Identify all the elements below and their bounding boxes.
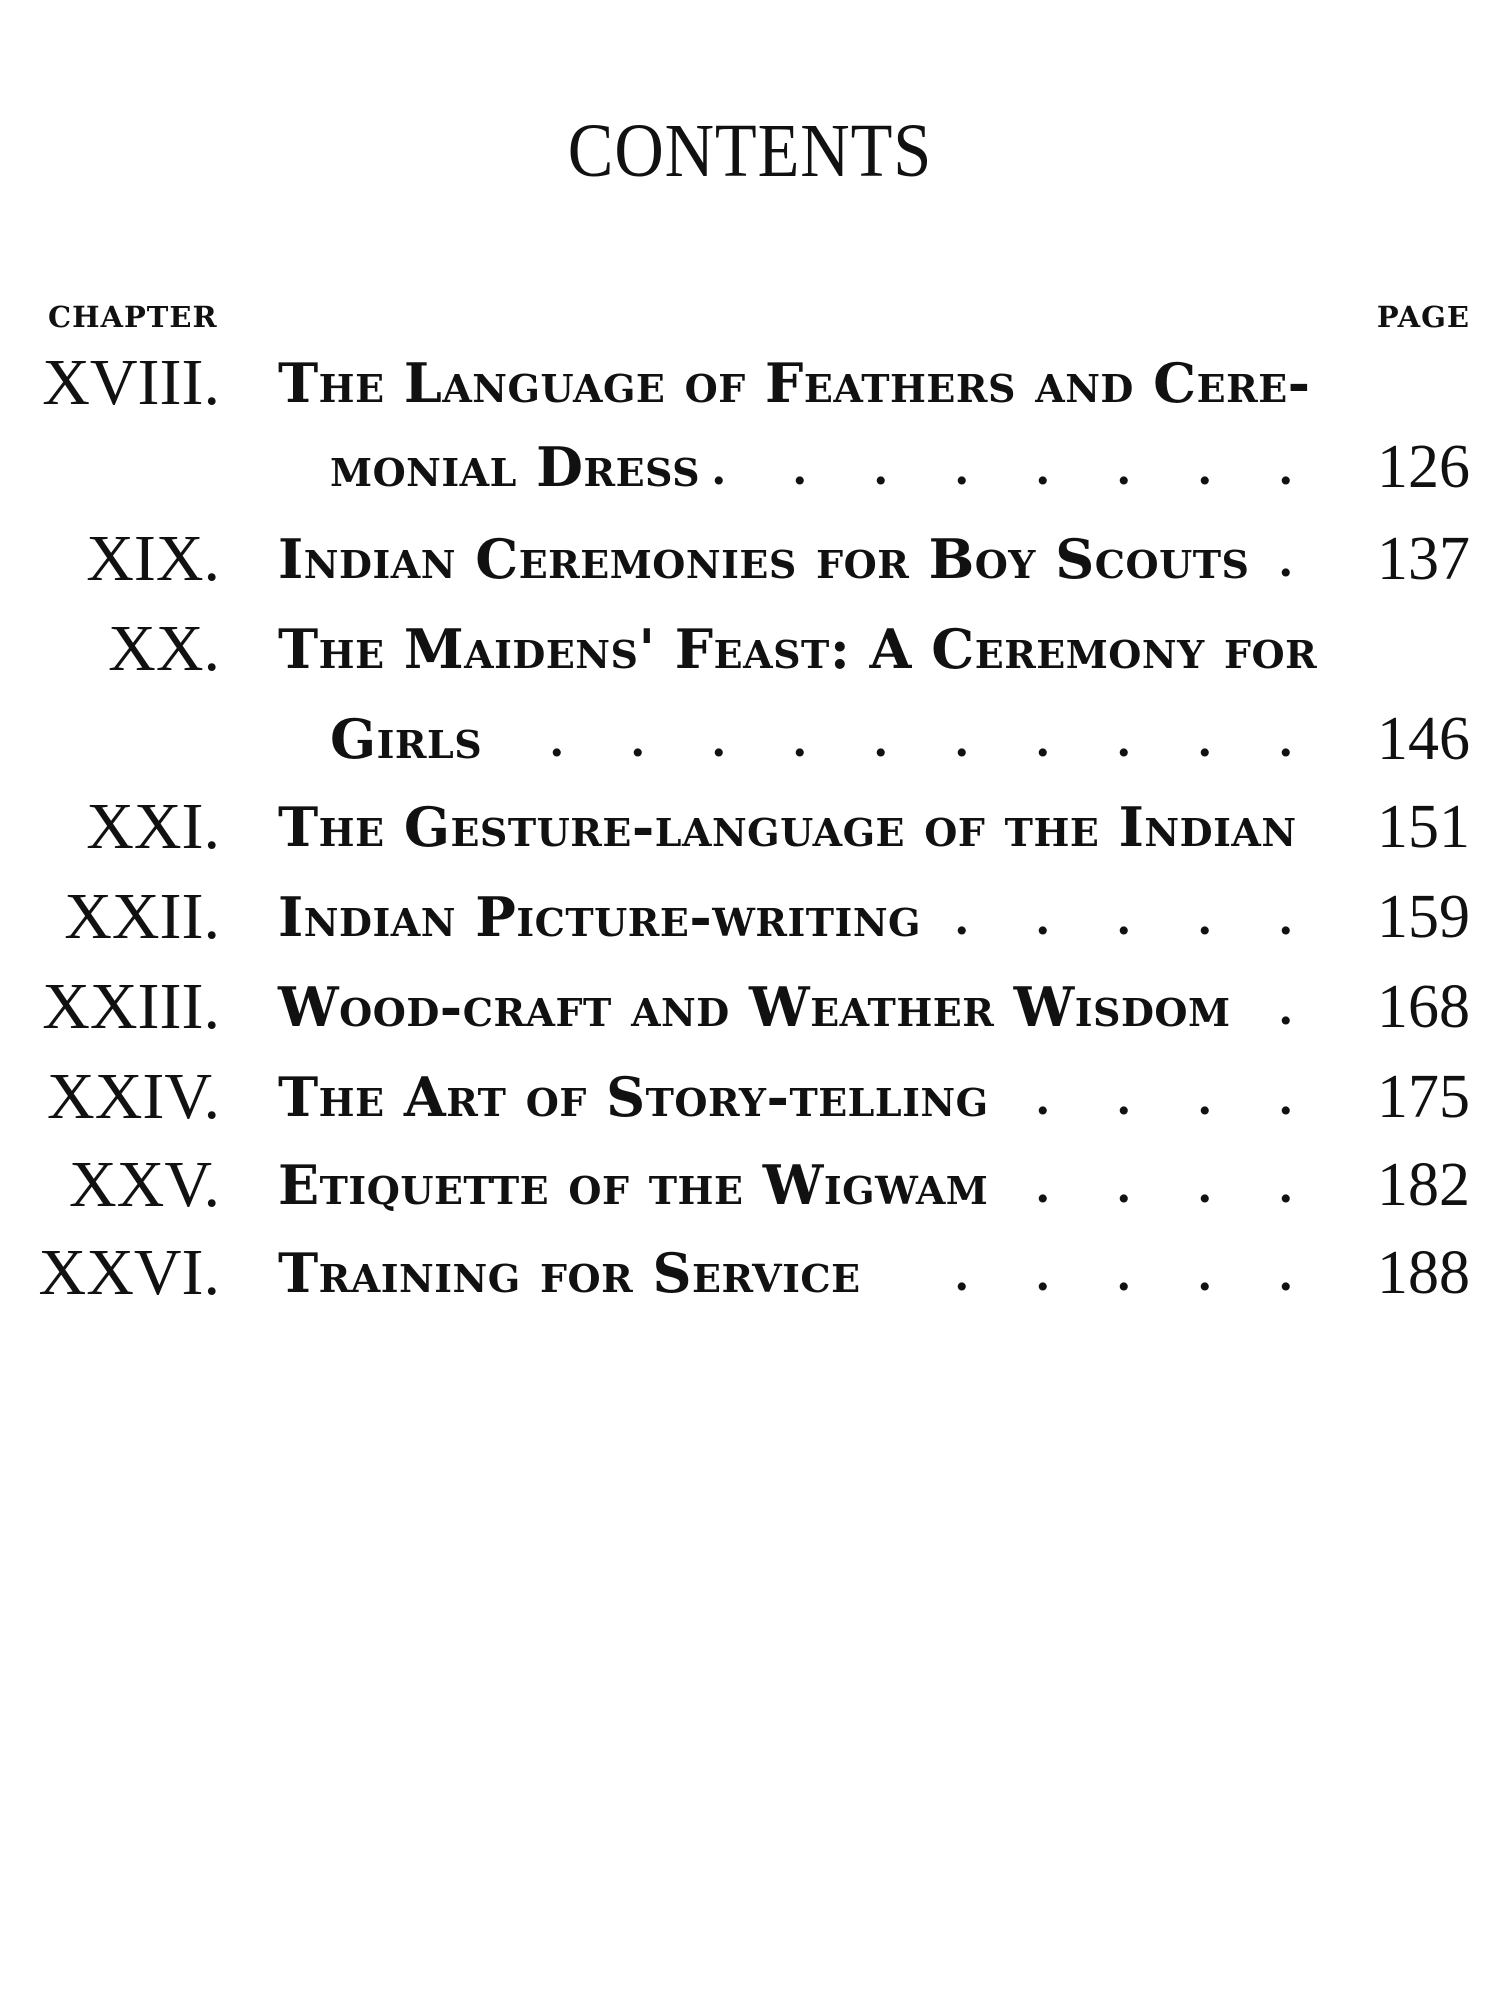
dot-leader: . . . . <box>1036 1157 1320 1213</box>
chapter-column-header: CHAPTER <box>48 300 218 334</box>
page-number: 188 <box>1377 1239 1470 1307</box>
toc-entry-xviii-continued[interactable] <box>0 422 1500 512</box>
page-number: 146 <box>1377 705 1470 773</box>
toc-entry-xxiii[interactable] <box>0 962 1500 1052</box>
chapter-number: XXIV. <box>47 1060 220 1133</box>
page-number: 151 <box>1377 793 1470 861</box>
toc-entry-xix[interactable] <box>0 514 1500 604</box>
chapter-title: The Maidens' Feast: A Ceremony for <box>278 617 1318 681</box>
dot-leader: . . . . . . . . . . <box>550 711 1320 767</box>
chapter-number: XXII. <box>64 880 220 953</box>
page-number: 168 <box>1377 973 1470 1041</box>
toc-entry-xxi[interactable] <box>0 782 1500 872</box>
page-number: 159 <box>1377 883 1470 951</box>
chapter-number: XXI. <box>86 790 220 863</box>
chapter-title: Wood-craft and Weather Wisdom <box>278 975 1231 1039</box>
toc-entry-xx[interactable] <box>0 604 1500 694</box>
toc-entry-xxv[interactable] <box>0 1140 1500 1230</box>
page-number: 182 <box>1377 1151 1470 1219</box>
chapter-title: Indian Ceremonies for Boy Scouts <box>278 527 1250 591</box>
page-number: 137 <box>1377 525 1470 593</box>
chapter-number: XXV. <box>69 1148 220 1221</box>
chapter-title: Indian Picture-writing <box>278 885 922 949</box>
chapter-number: XX. <box>108 612 220 685</box>
page-column-header: PAGE <box>1376 300 1470 334</box>
chapter-number: XVIII. <box>42 346 220 419</box>
toc-entry-xxvi[interactable] <box>0 1228 1500 1318</box>
dot-leader: . . . . . <box>955 889 1320 945</box>
chapter-number: XIX. <box>86 522 220 595</box>
toc-entry-xxii[interactable] <box>0 872 1500 962</box>
chapter-number: XXVI. <box>38 1236 220 1309</box>
dot-leader: . . . . <box>1036 1069 1320 1125</box>
chapter-title: The Art of Story-telling <box>278 1065 989 1129</box>
dot-leader: . . . . . . . . <box>712 439 1320 495</box>
page-number: 126 <box>1377 433 1470 501</box>
chapter-number: XXIII. <box>42 970 220 1043</box>
dot-leader: . <box>1279 979 1320 1035</box>
chapter-title: Etiquette of the Wigwam <box>278 1153 989 1217</box>
dot-leader: . . . . . <box>955 1245 1320 1301</box>
page-title: CONTENTS <box>567 109 933 193</box>
chapter-title-continued: Girls <box>330 707 483 771</box>
dot-leader: . <box>1279 531 1320 587</box>
chapter-title: The Language of Feathers and Cere- <box>278 351 1311 415</box>
chapter-title: The Gesture-language of the Indian <box>278 795 1297 859</box>
chapter-title: Training for Service <box>278 1241 861 1305</box>
toc-entry-xviii[interactable] <box>0 338 1500 428</box>
toc-entry-xx-continued[interactable] <box>0 694 1500 784</box>
chapter-title-continued: monial Dress <box>330 435 701 499</box>
page-number: 175 <box>1377 1063 1470 1131</box>
toc-entry-xxiv[interactable] <box>0 1052 1500 1142</box>
